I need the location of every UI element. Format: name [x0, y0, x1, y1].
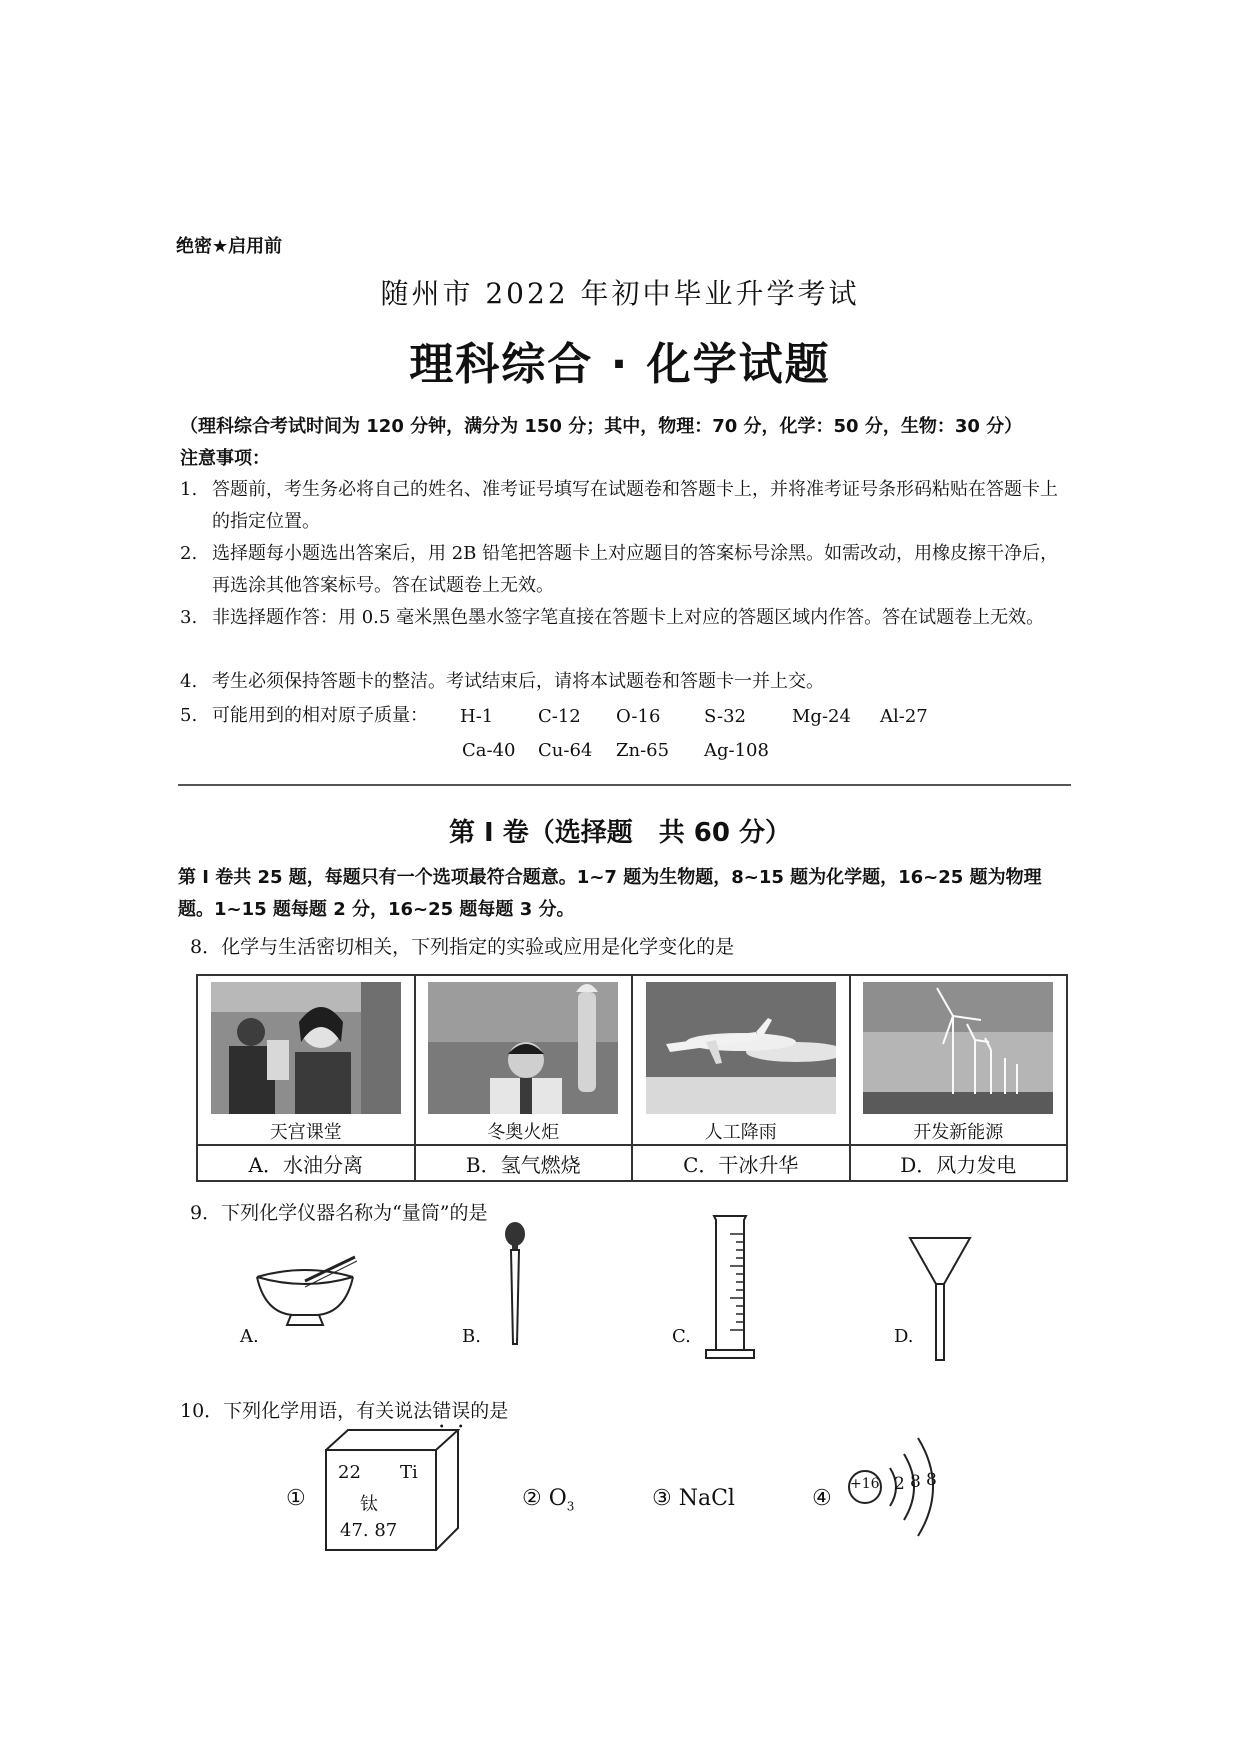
- dropper-icon: [500, 1222, 530, 1356]
- nucleus-charge: +16: [850, 1476, 880, 1492]
- mass-al: Al-27: [880, 706, 928, 727]
- mass-cu: Cu-64: [538, 740, 593, 761]
- note-item: [180, 474, 1070, 538]
- option-d[interactable]: D．风力发电: [850, 1145, 1068, 1181]
- shell-2-electrons: 8: [910, 1472, 921, 1492]
- option-c[interactable]: C．干冰升华: [632, 1145, 850, 1181]
- confidential-label: 绝密★启用前: [176, 236, 283, 257]
- nacl-formula: NaCl: [678, 1486, 735, 1511]
- option-b-cell: [415, 975, 633, 1145]
- mortar-pestle-icon: [255, 1255, 365, 1339]
- note-item: [180, 538, 1070, 602]
- note-text: 可能用到的相对原子质量：: [212, 705, 428, 726]
- section-heading: 第 I 卷（选择题 共 60 分）: [448, 818, 792, 848]
- note-text: 非选择题作答：用 0.5 毫米黑色墨水签字笔直接在答题卡上对应的答题区域内作答。答在试题卷上无效。: [212, 607, 1045, 628]
- mass-h: H-1: [460, 706, 494, 727]
- exam-time-info: （理科综合考试时间为 120 分钟，满分为 150 分；其中，物理：70 分，化学：50 分，生物：30 分）: [180, 416, 1023, 437]
- atomic-mass: 47. 87: [340, 1520, 398, 1541]
- question-10-stem-post: 的是: [470, 1400, 509, 1422]
- plane-photo: [646, 982, 836, 1114]
- option-a-caption: 天宫课堂: [269, 1122, 342, 1143]
- option-c-caption: 人工降雨: [704, 1122, 777, 1143]
- item-2-marker: ②: [522, 1486, 542, 1511]
- option-b-label[interactable]: B.: [462, 1326, 481, 1347]
- question-9-stem: 9．下列化学仪器名称为“量筒”的是: [190, 1202, 488, 1224]
- option-c-cell: [632, 975, 850, 1145]
- item-1-marker: ①: [286, 1486, 306, 1511]
- divider: [178, 784, 1071, 786]
- note-item: [180, 666, 1070, 698]
- note-number: 3.: [180, 607, 198, 628]
- section-description: 第 I 卷共 25 题，每题只有一个选项最符合题意。1~7 题为生物题，8~15 题为化学题，16~25 题为物理题。1~15 题每题 2 分，16~25 题每题 3 分。: [178, 867, 1042, 920]
- mass-ag: Ag-108: [704, 740, 769, 761]
- note-item: [180, 602, 1070, 634]
- graduated-cylinder-icon: [700, 1212, 760, 1366]
- wind-turbine-photo: [863, 982, 1053, 1114]
- atom-structure-diagram: [846, 1432, 956, 1542]
- mass-c: C-12: [538, 706, 581, 727]
- question-10-stem-emphasis: 错误: [432, 1400, 471, 1422]
- element-cell-titanium: [324, 1428, 460, 1552]
- element-name: 钛: [360, 1494, 378, 1515]
- exam-subtitle: 随州市 2022 年初中毕业升学考试: [380, 277, 860, 310]
- question-8-stem: 8．化学与生活密切相关，下列指定的实验或应用是化学变化的是: [190, 936, 735, 958]
- mass-s: S-32: [704, 706, 746, 727]
- mass-ca: Ca-40: [462, 740, 516, 761]
- item-3-marker: ③: [652, 1486, 672, 1511]
- page-title: 理科综合 · 化学试题: [409, 339, 831, 390]
- shell-3-electrons: 8: [926, 1470, 937, 1490]
- note-text: 选择题每小题选出答案后，用 2B 铅笔把答题卡上对应题目的答案标号涂黑。如需改动，用橡皮擦干净后，再选涂其他答案标号。答在试题卷上无效。: [212, 543, 1059, 596]
- option-c-label[interactable]: C.: [672, 1326, 691, 1347]
- option-a-cell: [197, 975, 415, 1145]
- atomic-number: 22: [338, 1462, 361, 1483]
- shell-1-electrons: 2: [894, 1474, 905, 1494]
- notes-heading: 注意事项：: [180, 448, 270, 469]
- option-d-cell: [850, 975, 1068, 1145]
- mass-mg: Mg-24: [792, 706, 851, 727]
- item-3: [652, 1486, 735, 1511]
- element-symbol: Ti: [400, 1462, 418, 1483]
- question-8-options-table: [196, 974, 1068, 1182]
- option-a-label[interactable]: A.: [240, 1326, 259, 1347]
- note-text: 答题前，考生务必将自己的姓名、准考证号填写在试题卷和答题卡上，并将准考证号条形码粘贴在答题卡上的指定位置。: [212, 479, 1058, 532]
- option-b-caption: 冬奥火炬: [487, 1122, 560, 1143]
- note-number: 4.: [180, 671, 198, 692]
- ozone-formula: O: [548, 1486, 567, 1511]
- mass-o: O-16: [616, 706, 661, 727]
- note-text: 考生必须保持答题卡的整洁。考试结束后，请将本试题卷和答题卡一并上交。: [212, 671, 824, 692]
- note-number: 1.: [180, 479, 198, 500]
- funnel-icon: [908, 1234, 972, 1368]
- torch-photo: [428, 982, 618, 1114]
- ozone-subscript: 3: [566, 1499, 575, 1514]
- option-d-caption: 开发新能源: [913, 1122, 1004, 1143]
- option-d-label[interactable]: D.: [894, 1326, 914, 1347]
- option-b[interactable]: B．氢气燃烧: [415, 1145, 633, 1181]
- item-4-marker: ④: [812, 1486, 832, 1511]
- mass-zn: Zn-65: [616, 740, 670, 761]
- question-10-stem-pre: 10．下列化学用语，有关说法: [180, 1400, 433, 1422]
- note-number: 5.: [180, 705, 198, 726]
- note-number: 2.: [180, 543, 198, 564]
- space-lecture-photo: [211, 982, 401, 1114]
- option-a[interactable]: A．水油分离: [197, 1145, 415, 1181]
- item-2: [522, 1486, 574, 1513]
